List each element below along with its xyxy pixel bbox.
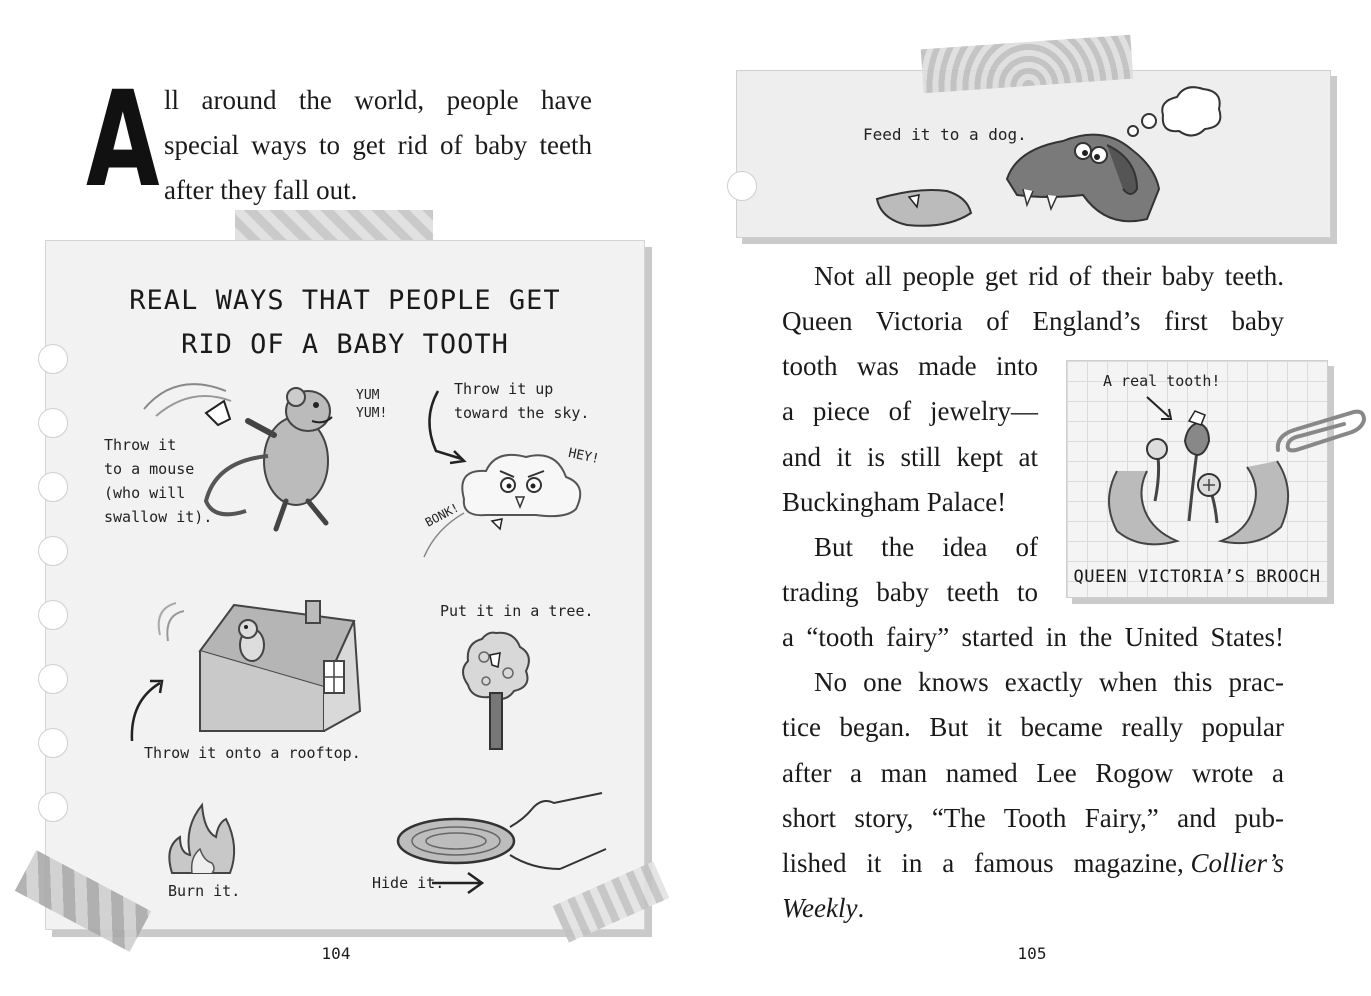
card-title [46, 279, 644, 367]
magazine-title: Weekly [782, 893, 858, 923]
dog-strip-card [736, 70, 1331, 238]
fire-illustration-icon [162, 797, 242, 877]
magazine-title: Collier’s [1190, 848, 1284, 878]
cloud-illustration-icon [416, 389, 596, 559]
dog-caption: Feed it to a dog. [863, 125, 1027, 144]
house-illustration-icon [124, 591, 374, 761]
mouse-sound: YUM YUM! [356, 388, 388, 421]
notebook-card [45, 240, 645, 930]
body-line-text: lished it in a famous magazine, [782, 848, 1191, 878]
body-line: after a man named Lee Rogow wrote a [782, 758, 1284, 788]
page-number: 104 [321, 944, 351, 963]
arrow-icon [430, 867, 486, 897]
body-line [782, 841, 1284, 886]
card-title-line: REAL WAYS THAT PEOPLE GET [129, 285, 561, 316]
intro-line: ll around the world, people have [164, 85, 592, 115]
tooth-label: A real tooth! [1103, 372, 1221, 390]
body-line: tooth was made into [782, 351, 1038, 381]
brooch-card [1066, 360, 1328, 598]
card-title-line: RID OF A BABY TOOTH [181, 329, 509, 360]
body-line: Queen Victoria of England’s first baby [782, 306, 1284, 336]
body-line: No one knows exactly when this prac- [814, 667, 1284, 697]
roof-caption: Throw it onto a rooftop. [144, 744, 361, 762]
mouse-illustration-icon [136, 361, 366, 541]
binder-hole [38, 536, 68, 566]
burn-caption: Burn it. [168, 882, 241, 900]
intro-paragraph [86, 63, 592, 217]
body-line: a “tooth fairy” started in the United States! [782, 622, 1284, 652]
tree-illustration-icon [456, 627, 536, 757]
paperclip-icon [1274, 406, 1366, 466]
binder-hole [38, 664, 68, 694]
cloud-sound: HEY! [566, 445, 601, 468]
binder-hole [38, 472, 68, 502]
left-page [0, 0, 685, 996]
body-line: Not all people get rid of their baby teeth. [814, 261, 1284, 291]
tree-caption: Put it in a tree. [440, 602, 594, 620]
binder-hole [38, 728, 68, 758]
sky-caption: Throw it up toward the sky. [454, 380, 590, 422]
body-line: trading baby teeth to [782, 577, 1038, 607]
intro-line: special ways to get rid of baby teeth [164, 130, 592, 160]
intro-line: after they fall out. [164, 175, 358, 205]
bonk-sound: BONK! [422, 500, 462, 530]
body-line [782, 886, 864, 931]
body-line: short story, “The Tooth Fairy,” and pub- [782, 803, 1284, 833]
mouse-caption: Throw it to a mouse (who will swallow it). [104, 436, 213, 526]
right-page [686, 0, 1371, 996]
binder-hole [38, 600, 68, 630]
hide-caption: Hide it. [372, 874, 445, 892]
brooch-caption: QUEEN VICTORIA’S BROOCH [1073, 567, 1321, 587]
binder-hole [38, 408, 68, 438]
drop-cap: A [86, 63, 160, 217]
page-number: 105 [1017, 944, 1047, 963]
body-line: tice began. But it became really popular [782, 712, 1284, 742]
binder-hole [727, 171, 757, 201]
body-line: a piece of jewelry— [782, 396, 1038, 426]
body-line-text: . [857, 893, 865, 923]
body-line: But the idea of [814, 532, 1038, 562]
body-line: Buckingham Palace! [782, 487, 1007, 517]
dog-illustration-icon [887, 79, 1227, 239]
body-line: and it is still kept at [782, 442, 1038, 472]
binder-hole [38, 792, 68, 822]
